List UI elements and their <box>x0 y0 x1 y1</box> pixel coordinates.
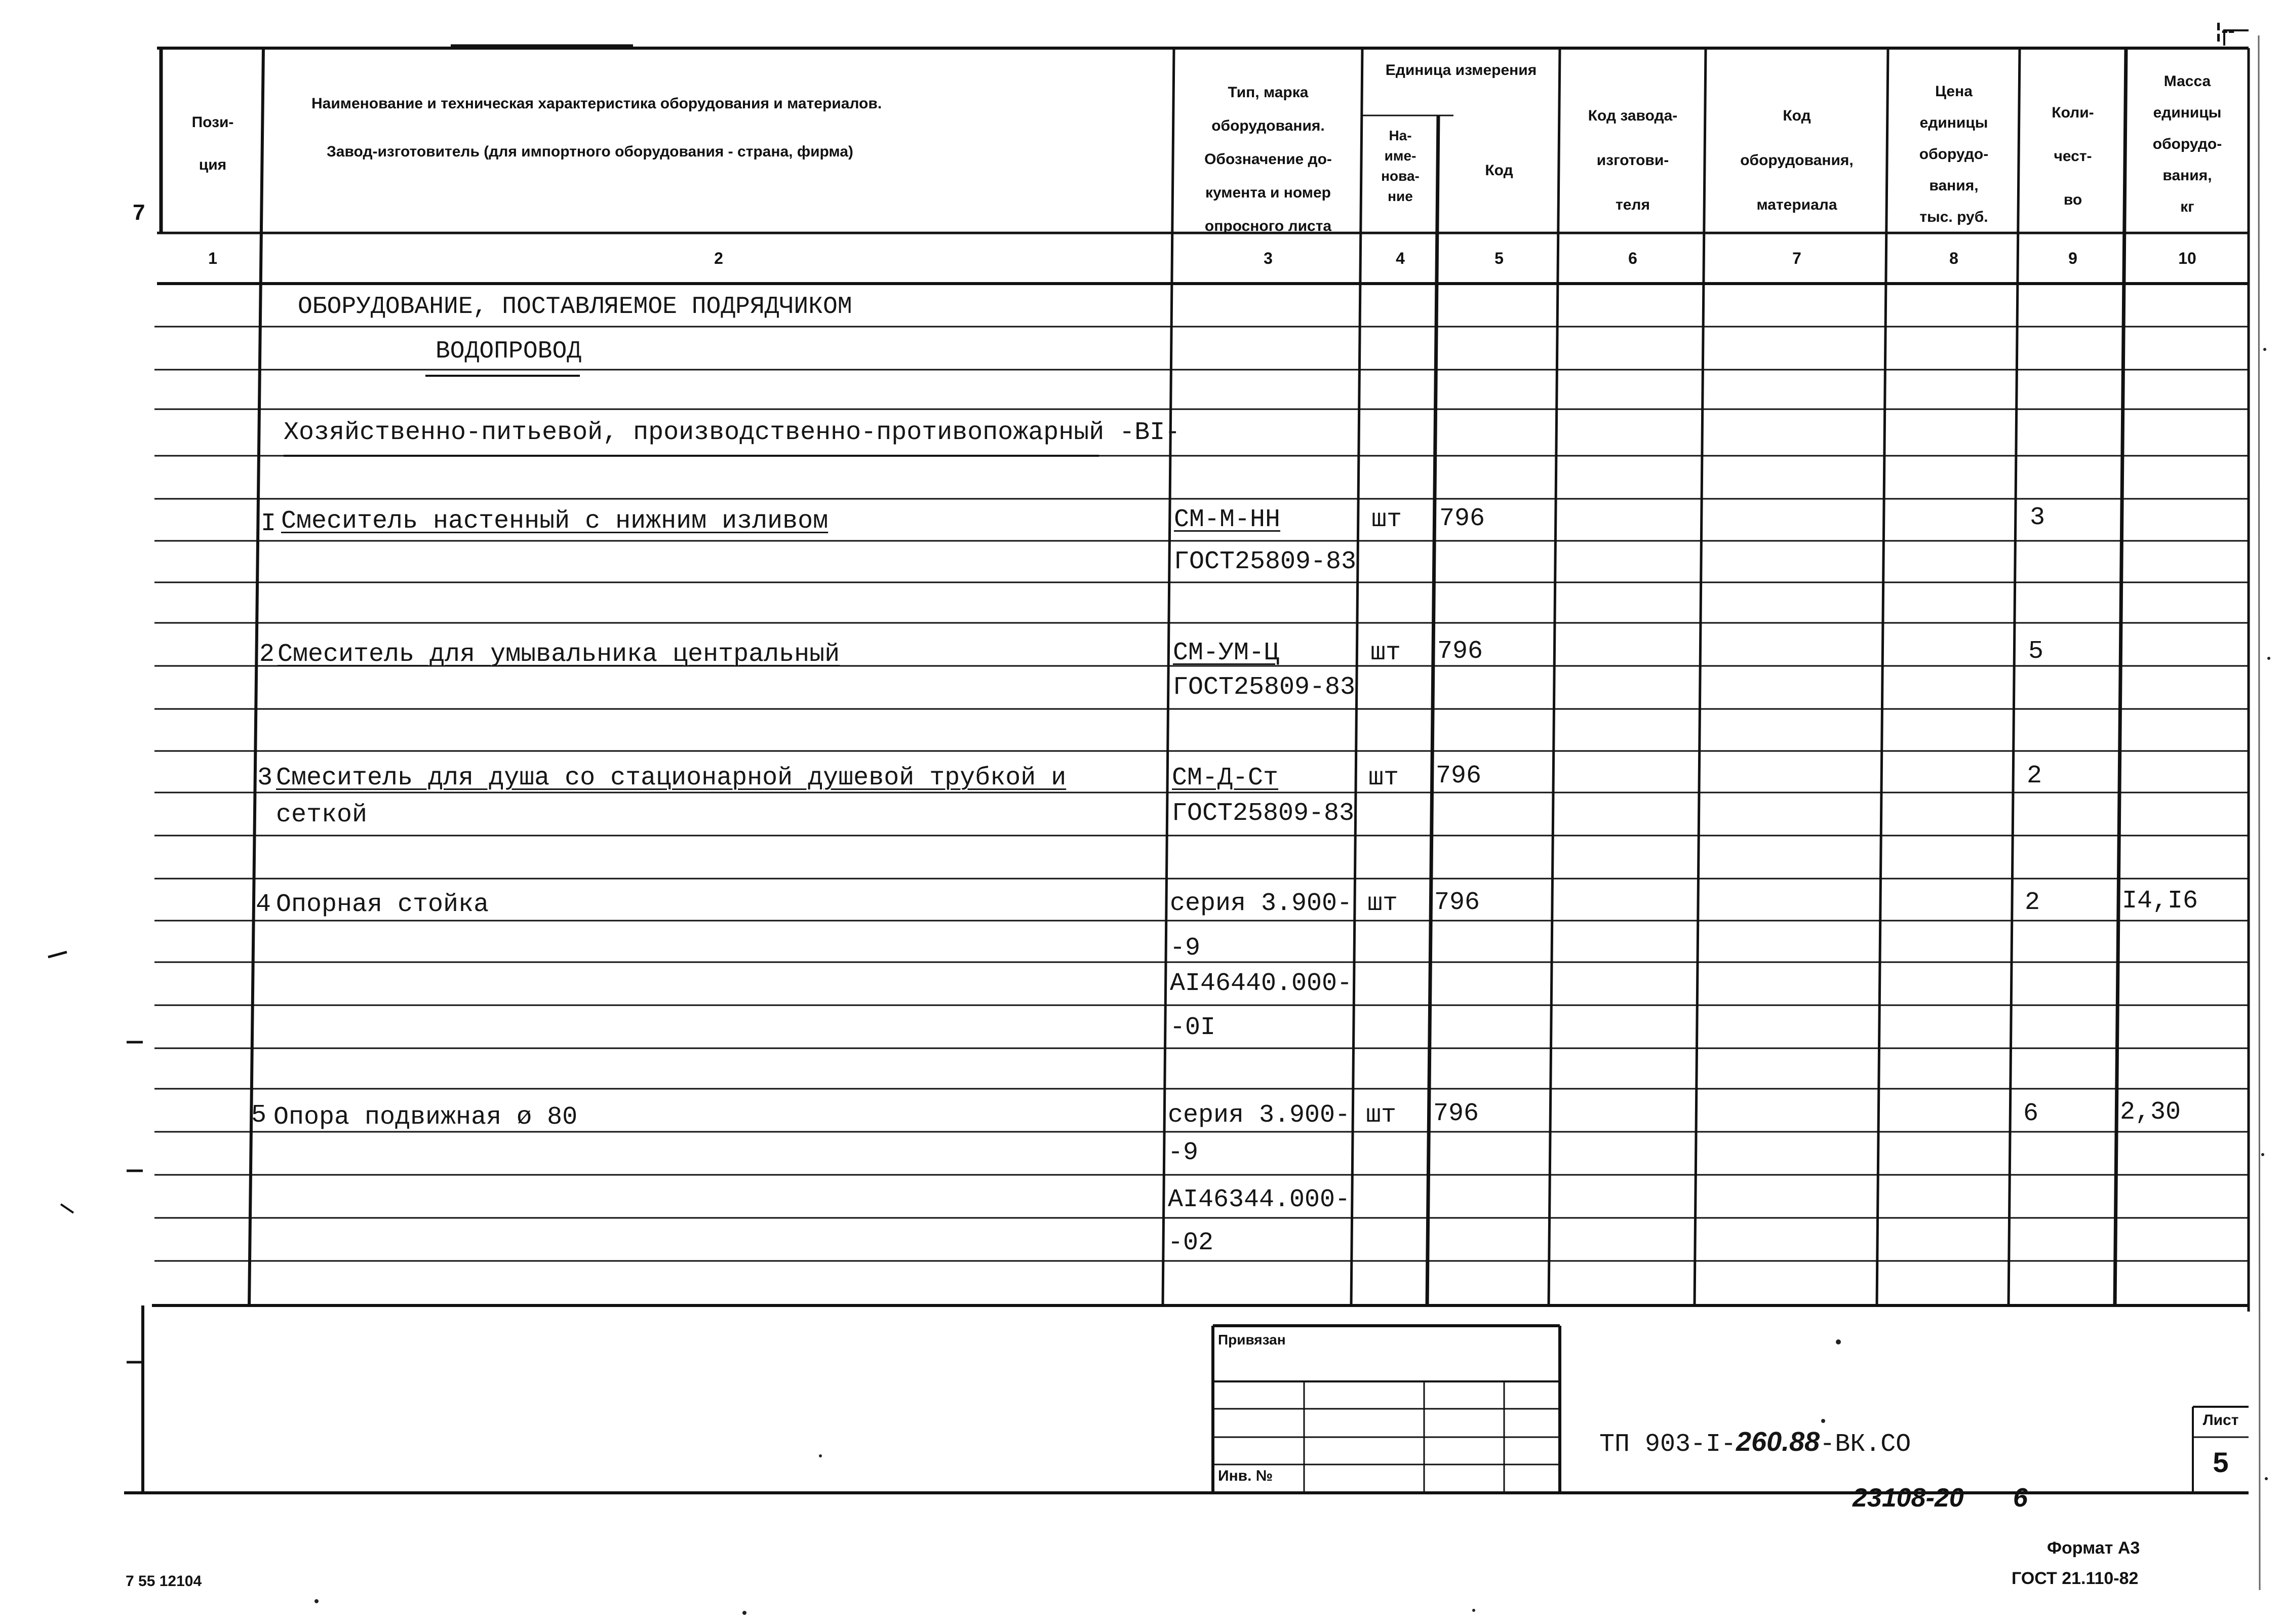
format-label: Формат А3 <box>2047 1538 2140 1558</box>
gost-label: ГОСТ 21.110-82 <box>2012 1569 2139 1588</box>
item-type: СМ-УМ-Ц <box>1173 639 1280 667</box>
item-type: СМ-Д-Ст <box>1172 764 1279 793</box>
col-num-9: 9 <box>2068 249 2077 267</box>
item-unit-code: 796 <box>1436 762 1482 790</box>
sheet-label: Лист <box>2202 1412 2239 1429</box>
item-mass: I4,I6 <box>2122 887 2198 916</box>
header-unit-code: Код <box>1485 162 1513 179</box>
item-position: 4 <box>256 890 271 919</box>
item-name: Опорная стойка <box>276 890 489 919</box>
item-quantity: 2 <box>2027 762 2042 790</box>
item-position: I <box>261 509 277 538</box>
header-type: Тип, марка оборудования. Обозначение до- кумента и номер опросного листа <box>1204 84 1332 234</box>
archive-number: 23108-20 <box>1853 1483 1964 1513</box>
item-unit-code: 796 <box>1439 504 1485 533</box>
item-doc-cont: -02 <box>1168 1229 1214 1257</box>
item-unit: шт <box>1371 505 1402 534</box>
col-num-10: 10 <box>2178 249 2196 267</box>
document-code: ТП 903-I-260.88-ВК.СО <box>1599 1427 1911 1459</box>
col-num-5: 5 <box>1494 249 1504 267</box>
header-price: Цена единицы оборудо- вания, тыс. руб. <box>1919 83 1989 225</box>
item-unit: шт <box>1370 639 1401 667</box>
header-name-line2: Завод-изготовитель (для импортного оборудования - страна, фирма) <box>327 143 853 160</box>
header-mass: Масса единицы оборудо- вания, кг <box>2152 73 2222 215</box>
item-doc: ГОСТ25809-83 <box>1172 799 1355 828</box>
item-name: Смеситель для умывальника центральный <box>278 640 840 669</box>
col-num-1: 1 <box>208 249 217 267</box>
corner-mark: ¦-- <box>2216 19 2235 42</box>
col-num-7: 7 <box>1792 249 1801 267</box>
item-unit-code: 796 <box>1437 637 1483 666</box>
item-position: 3 <box>257 764 273 793</box>
stamp-inv-number: Инв. № <box>1218 1468 1273 1484</box>
item-doc: ГОСТ25809-83 <box>1174 547 1357 576</box>
item-type-cont: -9 <box>1168 1138 1199 1167</box>
item-doc: АI46344.000- <box>1168 1185 1351 1214</box>
header-quantity: Коли- чест- во <box>2052 104 2094 208</box>
header-plant-code: Код завода- изготови- теля <box>1588 107 1678 213</box>
header-position: Пози- ция <box>191 114 234 173</box>
section-title-water: ВОДОПРОВОД <box>436 338 582 365</box>
col-num-2: 2 <box>714 249 723 267</box>
item-type: серия 3.900- <box>1168 1101 1351 1130</box>
header-unit-name: На- име- нова- ние <box>1381 128 1420 204</box>
item-unit: шт <box>1367 889 1398 918</box>
item-type: серия 3.900- <box>1170 889 1353 918</box>
stamp-privyazan: Привязан <box>1218 1332 1286 1348</box>
item-quantity: 3 <box>2030 503 2045 532</box>
item-unit: шт <box>1366 1101 1397 1130</box>
item-doc: АI46440.000- <box>1170 969 1353 998</box>
item-name: Смеситель для душа со стационарной душевой трубкой и <box>276 764 1067 793</box>
section-title-equipment: ОБОРУДОВАНИЕ, ПОСТАВЛЯЕМОЕ ПОДРЯДЧИКОМ <box>298 293 852 321</box>
item-type: СМ-М-НН <box>1174 505 1281 534</box>
item-mass: 2,30 <box>2120 1098 2181 1127</box>
header-equipment-code: Код оборудования, материала <box>1740 107 1854 213</box>
header-unit: Единица измерения <box>1385 62 1537 78</box>
item-position: 5 <box>251 1101 267 1130</box>
col-num-3: 3 <box>1264 249 1273 267</box>
sheet-number: 5 <box>2213 1446 2229 1478</box>
item-unit-code: 796 <box>1433 1099 1479 1128</box>
left-code: 7 55 12104 <box>126 1573 202 1590</box>
item-name: Смеситель настенный с нижним изливом <box>281 507 829 536</box>
item-name-cont: сеткой <box>276 801 368 829</box>
item-type-cont: -9 <box>1170 934 1201 963</box>
item-doc: ГОСТ25809-83 <box>1173 673 1356 702</box>
item-unit-code: 796 <box>1434 888 1480 917</box>
item-quantity: 5 <box>2028 637 2044 666</box>
header-name-line1: Наименование и техническая характеристика оборудования и материалов. <box>311 95 882 112</box>
item-quantity: 2 <box>2025 888 2040 917</box>
archive-sheet: 6 <box>2013 1483 2028 1513</box>
col-num-8: 8 <box>1949 249 1958 267</box>
item-doc-cont: -0I <box>1170 1013 1216 1042</box>
item-unit: шт <box>1368 764 1399 793</box>
col-num-4: 4 <box>1396 249 1405 267</box>
item-position: 2 <box>259 640 275 669</box>
item-name: Опора подвижная ø 80 <box>273 1103 578 1132</box>
margin-digit: 7 <box>133 200 145 225</box>
section-title-b1: Хозяйственно-питьевой, производственно-противопожарный -BI- <box>284 418 1180 447</box>
item-quantity: 6 <box>2023 1099 2039 1128</box>
col-num-6: 6 <box>1628 249 1637 267</box>
